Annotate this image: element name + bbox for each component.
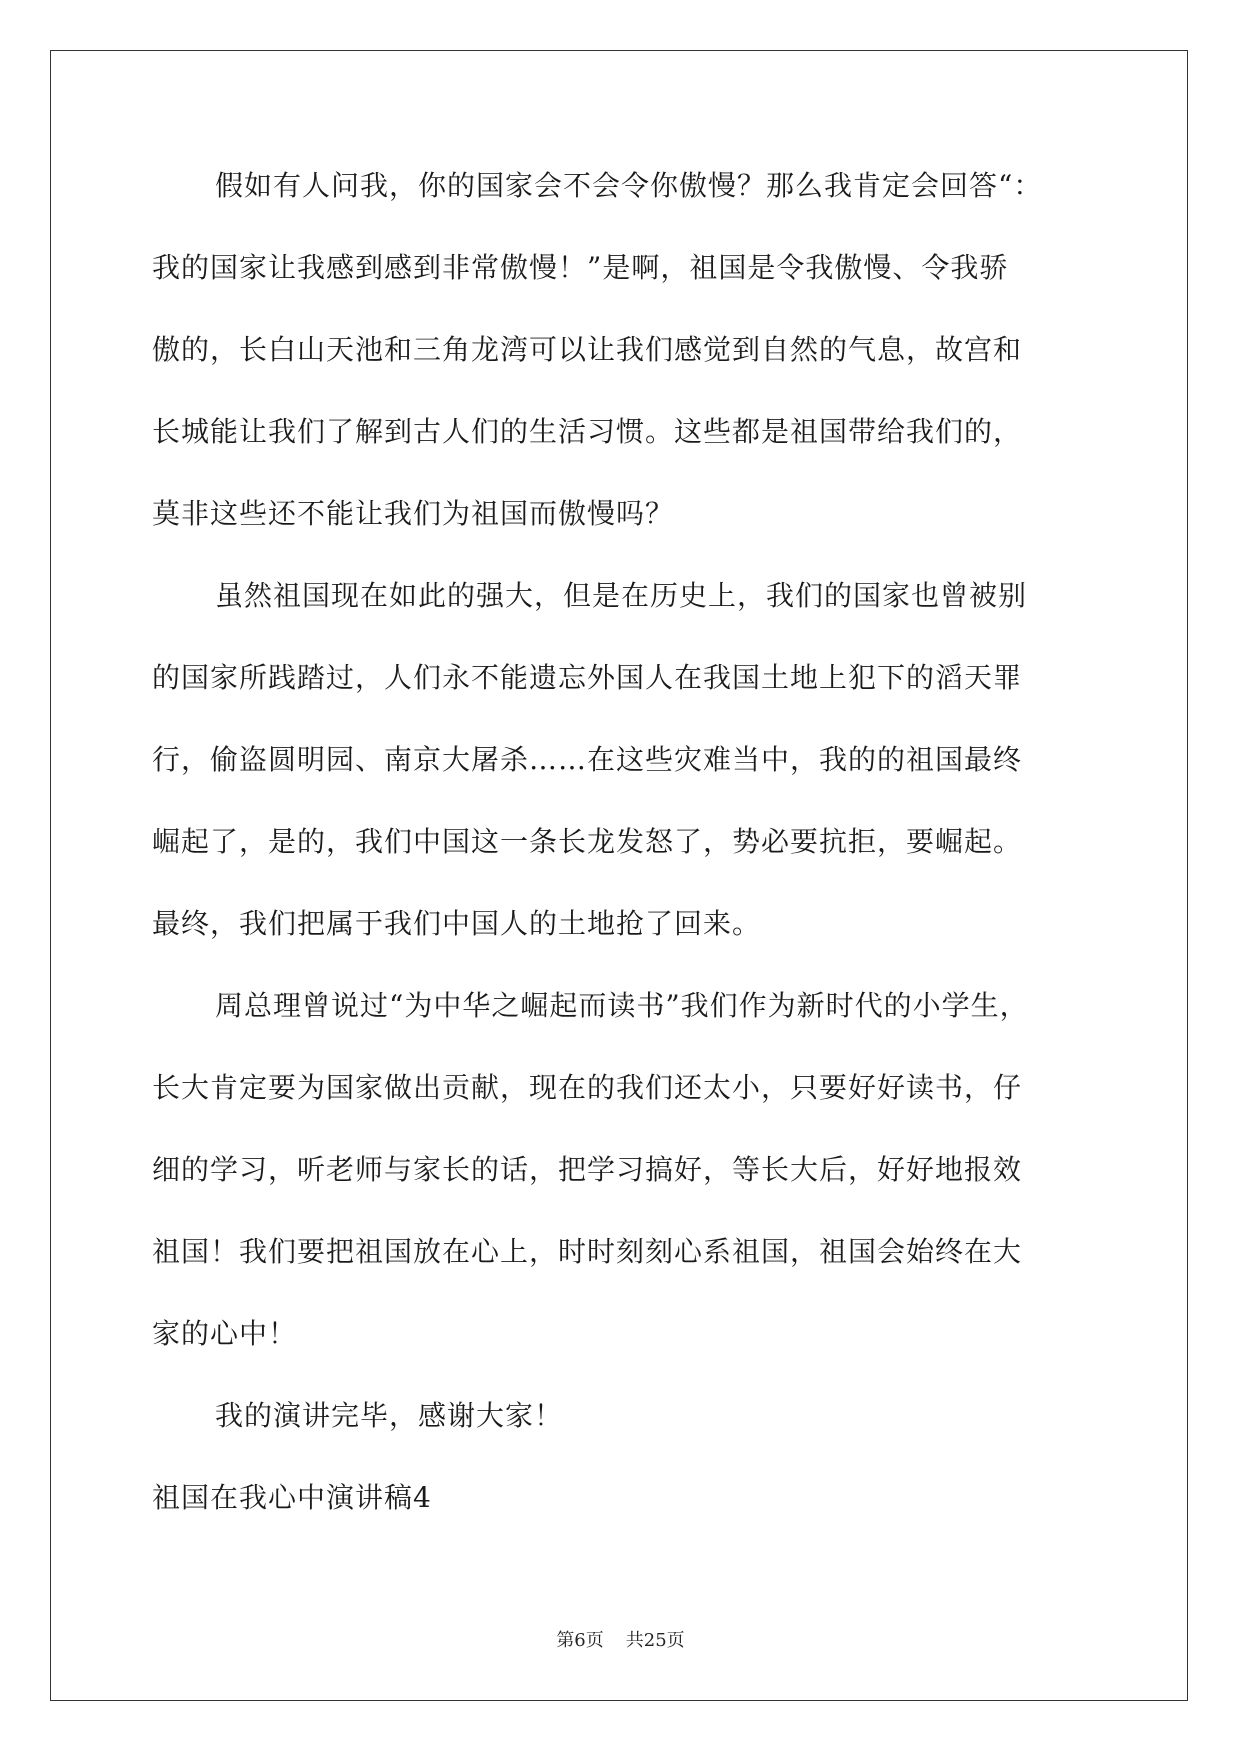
section-heading: 祖国在我心中演讲稿4: [152, 1481, 432, 1514]
paragraph-line: 行，偷盗圆明园、南京大屠杀……在这些灾难当中，我的的祖国最终: [152, 743, 1023, 776]
paragraph-line: 我的演讲完毕，感谢大家！: [215, 1399, 564, 1432]
paragraph-line: 祖国！我们要把祖国放在心上，时时刻刻心系祖国，祖国会始终在大: [152, 1235, 1023, 1268]
page-footer: [0, 1626, 1241, 1652]
paragraph-line: 周总理曾说过“为中华之崛起而读书”我们作为新时代的小学生，: [215, 989, 1029, 1022]
paragraph-line: 我的国家让我感到感到非常傲慢！”是啊，祖国是令我傲慢、令我骄: [152, 251, 1009, 284]
paragraph-line: 的国家所践踏过，人们永不能遗忘外国人在我国土地上犯下的滔天罪: [152, 661, 1023, 694]
document-body: [152, 145, 1097, 1539]
page-number-current: 第6页: [556, 1630, 604, 1651]
paragraph-line: 最终，我们把属于我们中国人的土地抢了回来。: [152, 907, 762, 940]
paragraph-line: 细的学习，听老师与家长的话，把学习搞好，等长大后，好好地报效: [152, 1153, 1023, 1186]
paragraph-line: 长大肯定要为国家做出贡献，现在的我们还太小，只要好好读书，仔: [152, 1071, 1023, 1104]
paragraph-line: 家的心中！: [152, 1317, 298, 1350]
paragraph-line: 傲的，长白山天池和三角龙湾可以让我们感觉到自然的气息，故宫和: [152, 333, 1023, 366]
paragraph-line: 虽然祖国现在如此的强大，但是在历史上，我们的国家也曾被别: [215, 579, 1028, 612]
paragraph-line: 假如有人问我，你的国家会不会令你傲慢？那么我肯定会回答“：: [215, 169, 1043, 202]
paragraph-line: 莫非这些还不能让我们为祖国而傲慢吗？: [152, 497, 675, 530]
page-number-total: 共25页: [625, 1630, 685, 1651]
paragraph-line: 崛起了，是的，我们中国这一条长龙发怒了，势必要抗拒，要崛起。: [152, 825, 1023, 858]
paragraph-line: 长城能让我们了解到古人们的生活习惯。这些都是祖国带给我们的，: [152, 415, 1023, 448]
